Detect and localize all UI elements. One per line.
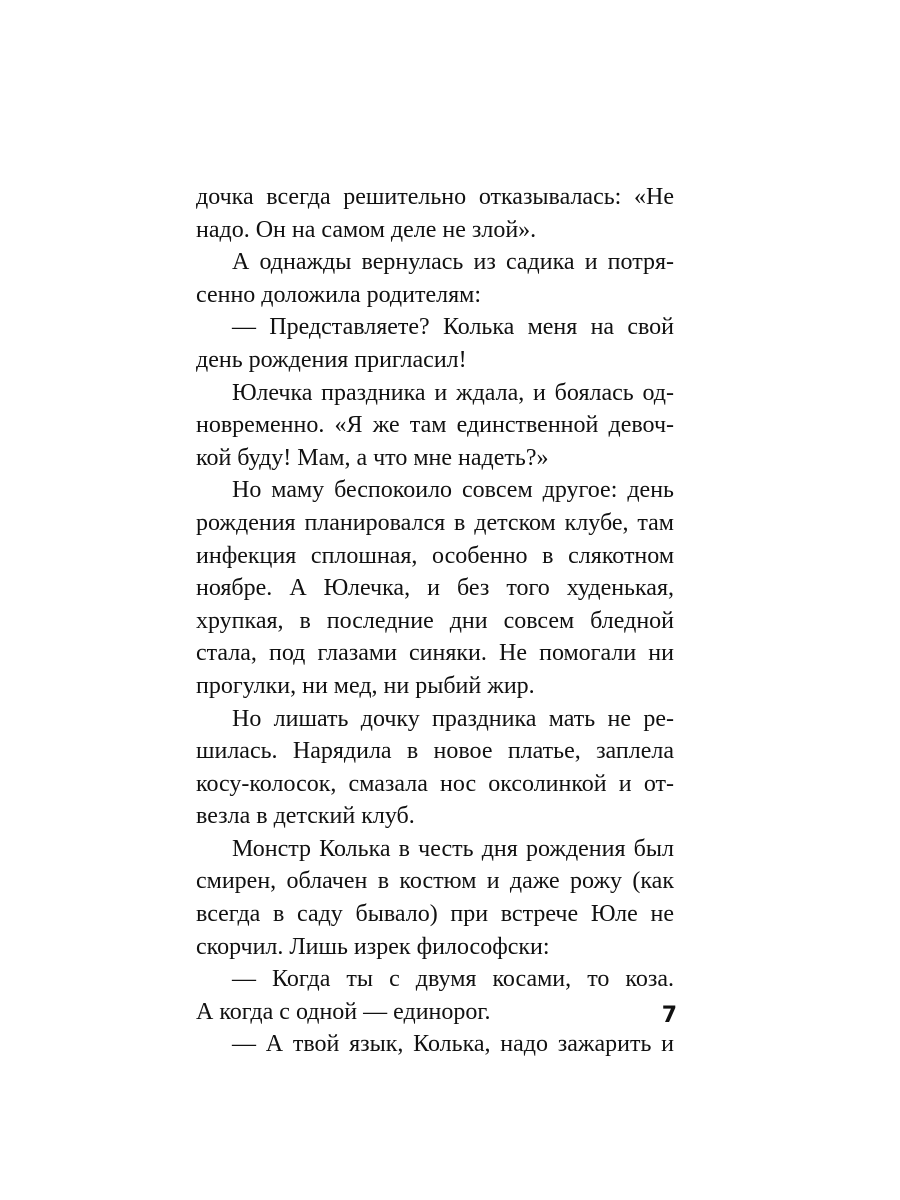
text-line: новременно. «Я же там единственной девоч- bbox=[196, 412, 674, 439]
text-line: день рождения пригласил! bbox=[196, 346, 467, 373]
text-line: дочка всегда решительно отказывалась: «Не bbox=[196, 184, 674, 210]
text-line: хрупкая, в последние дни совсем бледной bbox=[196, 607, 674, 634]
text-line: косу-колосок, смазала нос оксолинкой и от- bbox=[196, 770, 674, 797]
text-line: скорчил. Лишь изрек философски: bbox=[196, 933, 550, 960]
text-line: Монстр Колька в честь дня рождения был bbox=[232, 835, 674, 862]
text-line: шилась. Нарядила в новое платье, заплела bbox=[196, 738, 674, 765]
text-line: А когда с одной — единорог. bbox=[196, 998, 491, 1025]
text-line: прогулки, ни мед, ни рыбий жир. bbox=[196, 672, 535, 699]
text-line: кой буду! Мам, а что мне надеть?» bbox=[196, 444, 549, 471]
text-line: Но маму беспокоило совсем другое: день bbox=[232, 477, 674, 504]
text-line: инфекция сплошная, особенно в слякотном bbox=[196, 542, 674, 569]
text-line: всегда в саду бывало) при встрече Юле не bbox=[196, 901, 674, 928]
text-line: ноябре. А Юлечка, и без того худенькая, bbox=[196, 575, 674, 602]
text-line: А однажды вернулась из садика и потря- bbox=[232, 249, 674, 276]
text-line: рождения планировался в детском клубе, там bbox=[196, 509, 674, 536]
text-line: Но лишать дочку праздника мать не ре- bbox=[232, 705, 674, 732]
text-line: надо. Он на самом деле не злой». bbox=[196, 216, 537, 243]
text-line: — А твой язык, Колька, надо зажарить и bbox=[232, 1031, 674, 1058]
text-line: везла в детский клуб. bbox=[196, 803, 415, 830]
text-line: — Представляете? Колька меня на свой bbox=[232, 314, 674, 341]
text-line: стала, под глазами синяки. Не помогали ни bbox=[196, 640, 674, 667]
body-text bbox=[196, 181, 674, 1061]
page-number: 7 bbox=[661, 1003, 677, 1028]
text-line: смирен, облачен в костюм и даже рожу (как bbox=[196, 868, 674, 895]
text-line: сенно доложила родителям: bbox=[196, 281, 481, 308]
text-line: — Когда ты с двумя косами, то коза. bbox=[232, 966, 674, 993]
text-line: Юлечка праздника и ждала, и боялась од- bbox=[232, 379, 674, 406]
